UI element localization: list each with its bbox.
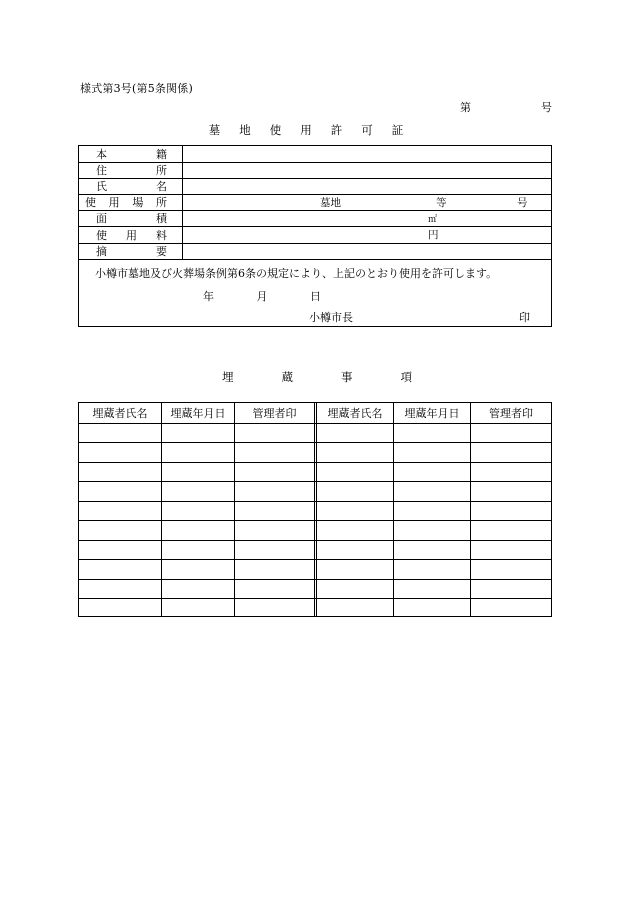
header-manager-seal: 管理者印: [252, 406, 297, 420]
location-field[interactable]: [184, 194, 551, 210]
column-divider: [161, 403, 162, 616]
burial-table: [78, 402, 552, 617]
table-row[interactable]: [79, 540, 551, 541]
column-divider: [470, 403, 471, 616]
permit-row-location: [79, 194, 551, 211]
permit-row-label: 氏 名: [79, 178, 183, 194]
table-row[interactable]: [79, 559, 551, 560]
column-divider: [234, 403, 235, 616]
mayor-title: 小樽市長: [309, 311, 353, 324]
permit-row-label: 摘 要: [79, 243, 183, 259]
day-label: 日: [310, 290, 321, 303]
fee-field[interactable]: [184, 227, 551, 243]
form-number-label: 様式第3号(第5条関係): [80, 82, 193, 95]
permit-row-label: 使 用 料: [79, 227, 183, 243]
year-label: 年: [203, 290, 214, 303]
permit-row-label: 住 所: [79, 162, 183, 178]
seal-mark: 印: [519, 311, 530, 324]
permit-row-area: [79, 210, 551, 227]
permit-row-label: 本 籍: [79, 146, 183, 162]
table-row[interactable]: [79, 520, 551, 521]
certificate-title: 墓地使用許可証: [208, 123, 423, 137]
number-suffix: 号: [541, 101, 552, 114]
honseki-field[interactable]: [184, 146, 551, 162]
address-field[interactable]: [184, 162, 551, 178]
remarks-field[interactable]: [184, 243, 551, 259]
header-burial-date: 埋蔵年月日: [170, 406, 226, 420]
table-row[interactable]: [79, 462, 551, 463]
number-prefix: 第: [460, 101, 471, 114]
header-burial-name: 埋蔵者氏名: [327, 406, 383, 420]
column-divider-double: [314, 403, 317, 616]
area-unit: ㎡: [428, 214, 438, 225]
permit-row-fee: [79, 227, 551, 244]
permit-row-address: [79, 162, 551, 179]
table-row[interactable]: [79, 579, 551, 580]
permit-row-label: 使 用 場 所: [79, 194, 183, 210]
permit-row-remarks: [79, 243, 551, 260]
tou-label: 等: [436, 196, 447, 209]
area-field[interactable]: [184, 210, 551, 226]
bochi-label: 墓地: [320, 196, 341, 209]
table-row[interactable]: [79, 423, 551, 424]
month-label: 月: [256, 290, 268, 303]
header-burial-date: 埋蔵年月日: [404, 406, 460, 420]
certificate-number-line: [460, 99, 552, 115]
header-manager-seal: 管理者印: [489, 406, 533, 420]
table-row[interactable]: [79, 501, 551, 502]
permit-row-name: [79, 178, 551, 195]
table-row[interactable]: [79, 481, 551, 482]
permit-box: [78, 145, 552, 327]
fee-unit: 円: [428, 229, 439, 242]
column-divider: [393, 403, 394, 616]
gou-label: 号: [517, 196, 528, 209]
table-row[interactable]: [79, 442, 551, 443]
permit-row-honseki: [79, 146, 551, 163]
permit-statement: 小樽市墓地及び火葬場条例第6条の規定により、上記のとおり使用を許可します。: [95, 267, 498, 280]
name-field[interactable]: [184, 178, 551, 194]
permit-row-label: 面 積: [79, 210, 183, 226]
burial-section-title: 埋 蔵 事 項: [222, 370, 412, 384]
issue-date: [203, 288, 321, 304]
header-burial-name: 埋蔵者氏名: [92, 406, 148, 420]
table-row[interactable]: [79, 598, 551, 599]
